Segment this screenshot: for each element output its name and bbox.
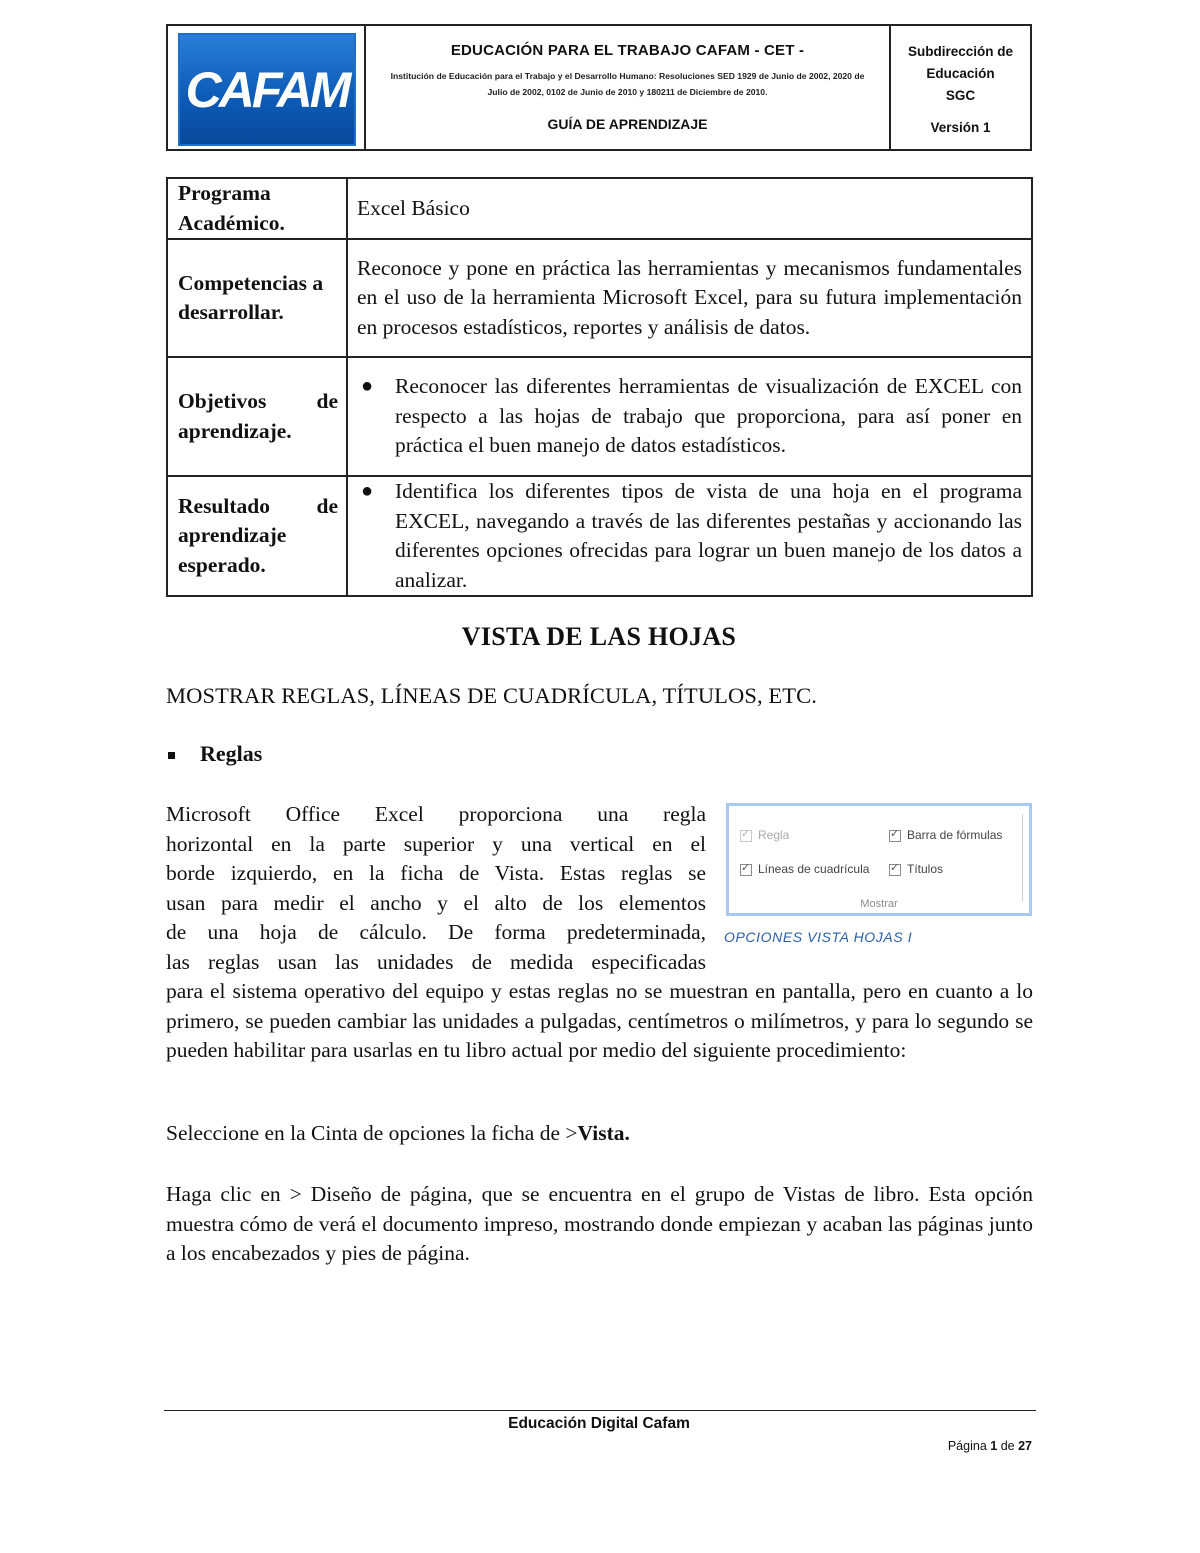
bullet-icon: ● (361, 480, 374, 502)
checkbox-icon (740, 864, 752, 876)
department-line-3: SGC (945, 88, 976, 103)
logo-cell (168, 26, 366, 149)
group-separator (1022, 814, 1023, 902)
document-header (166, 24, 1032, 151)
row-value-cell (347, 357, 1032, 476)
footer-text: Educación Digital Cafam (508, 1415, 690, 1432)
footer-divider (164, 1410, 1036, 1411)
bullet-text: Identifica los diferentes tipos de vista de una hoja en el programa EXCEL, navegando a través de las diferentes pestañas y accionando las diferentes opciones ofrecidas para lograr un buen manejo de los datos a analizar. (395, 479, 1022, 592)
guide-title: GUÍA DE APRENDIZAJE (547, 116, 708, 132)
list-item (357, 477, 1022, 595)
instruction-text: Seleccione en la Cinta de opciones la ficha de > (166, 1121, 578, 1145)
option-gridlines-label: Líneas de cuadrícula (758, 862, 870, 876)
row-label: Competencias a desarrollar. (167, 239, 347, 357)
table-row (167, 178, 1032, 239)
table-row (167, 476, 1032, 596)
instruction-emphasis: Vista. (577, 1121, 630, 1145)
page-total: 27 (1018, 1439, 1032, 1453)
department-label (891, 41, 1030, 107)
bullet-icon: ● (361, 375, 374, 398)
option-formula-bar-label: Barra de fórmulas (907, 828, 1003, 842)
option-headings-label: Títulos (907, 862, 944, 876)
paragraph-line: horizontal en la parte superior y una vertical en el (166, 831, 706, 856)
table-row (167, 239, 1032, 357)
paragraph-line: de una hoja de cálculo. De forma predeterminada, (166, 920, 706, 944)
header-title-cell (366, 26, 891, 149)
bullet-heading: Reglas (200, 741, 263, 766)
row-label: Programa Académico. (167, 178, 347, 239)
department-line-1: Subdirección de (907, 44, 1014, 59)
option-ruler-label: Regla (758, 828, 790, 842)
paragraph-rulers-continued: para el sistema operativo del equipo y estas reglas no se muestran en pantalla, pero en cuanto a lo primero, se pueden cambiar las unidades a pulgadas, centímetros o milímetros, y para lo segundo se pueden habilitar para usarlas en tu libro actual por medio del siguiente procedimiento: (166, 979, 1033, 1062)
row-value-cell (347, 476, 1032, 596)
row-label: Resultado de aprendizaje esperado. (167, 476, 347, 596)
paragraph-rulers-intro (166, 800, 706, 977)
course-info-table (166, 177, 1033, 597)
figure-caption: OPCIONES VISTA HOJAS I (724, 929, 913, 945)
checkbox-icon (889, 830, 901, 842)
row-value: Excel Básico (347, 178, 1032, 239)
page-current: 1 (990, 1439, 998, 1453)
paragraph-line: usan para medir el ancho y el alto de los elementos (166, 890, 706, 915)
page-word: Página (947, 1439, 987, 1453)
institution-resolutions: Institución de Educación para el Trabajo y el Desarrollo Humano: Resoluciones SED 1929 de Junio de 2002, 2020 de Julio de 2002, 0102 de Junio de 2010 y 180211 de Diciembre de 2010. (390, 71, 865, 97)
department-line-2: Educación (926, 66, 995, 81)
header-right-cell (891, 26, 1030, 149)
institution-title: EDUCACIÓN PARA EL TRABAJO CAFAM - CET - (450, 42, 805, 59)
list-item (357, 372, 1022, 461)
paragraph-line: Microsoft Office Excel proporciona una regla (166, 802, 706, 826)
square-bullet-icon (168, 752, 175, 759)
paragraph-page-layout: Haga clic en > Diseño de página, que se encuentra en el grupo de Vistas de libro. Esta opción muestra cómo de verá el documento impreso, mostrando donde empiezan y acaban las páginas junto a los encabezados y pies de página. (166, 1182, 1033, 1265)
bullet-text: Reconocer las diferentes herramientas de visualización de EXCEL con respecto a las hojas de trabajo que proporciona, para así poner en práctica el buen manejo de datos estadísticos. (395, 374, 1022, 458)
row-label: Objetivos de aprendizaje. (167, 357, 347, 476)
cafam-logo (178, 33, 356, 146)
paragraph-line: borde izquierdo, en la ficha de Vista. Estas reglas se (166, 861, 706, 885)
checkbox-icon (740, 830, 752, 842)
paragraph-select-tab (166, 1121, 630, 1146)
page-of-word: de (1000, 1439, 1015, 1453)
group-label: Mostrar (860, 898, 898, 910)
excel-show-options-figure (726, 803, 1032, 916)
main-title: VISTA DE LAS HOJAS (461, 622, 737, 651)
logo-text: CAFAM (185, 62, 349, 118)
table-row (167, 357, 1032, 476)
version-label: Versión 1 (930, 120, 991, 135)
section-title: MOSTRAR REGLAS, LÍNEAS DE CUADRÍCULA, TÍTULOS, ETC. (166, 683, 817, 708)
cafam-logo-graphic (178, 33, 356, 146)
paragraph-line: las reglas usan las unidades de medida especificadas (166, 949, 706, 974)
row-value: Reconoce y pone en práctica las herramientas y mecanismos fundamentales en el uso de la herramienta Microsoft Excel, para su futura implementación en procesos estadísticos, reportes y análisis de datos. (347, 239, 1032, 357)
checkbox-icon (889, 864, 901, 876)
page-number (948, 1439, 1032, 1453)
